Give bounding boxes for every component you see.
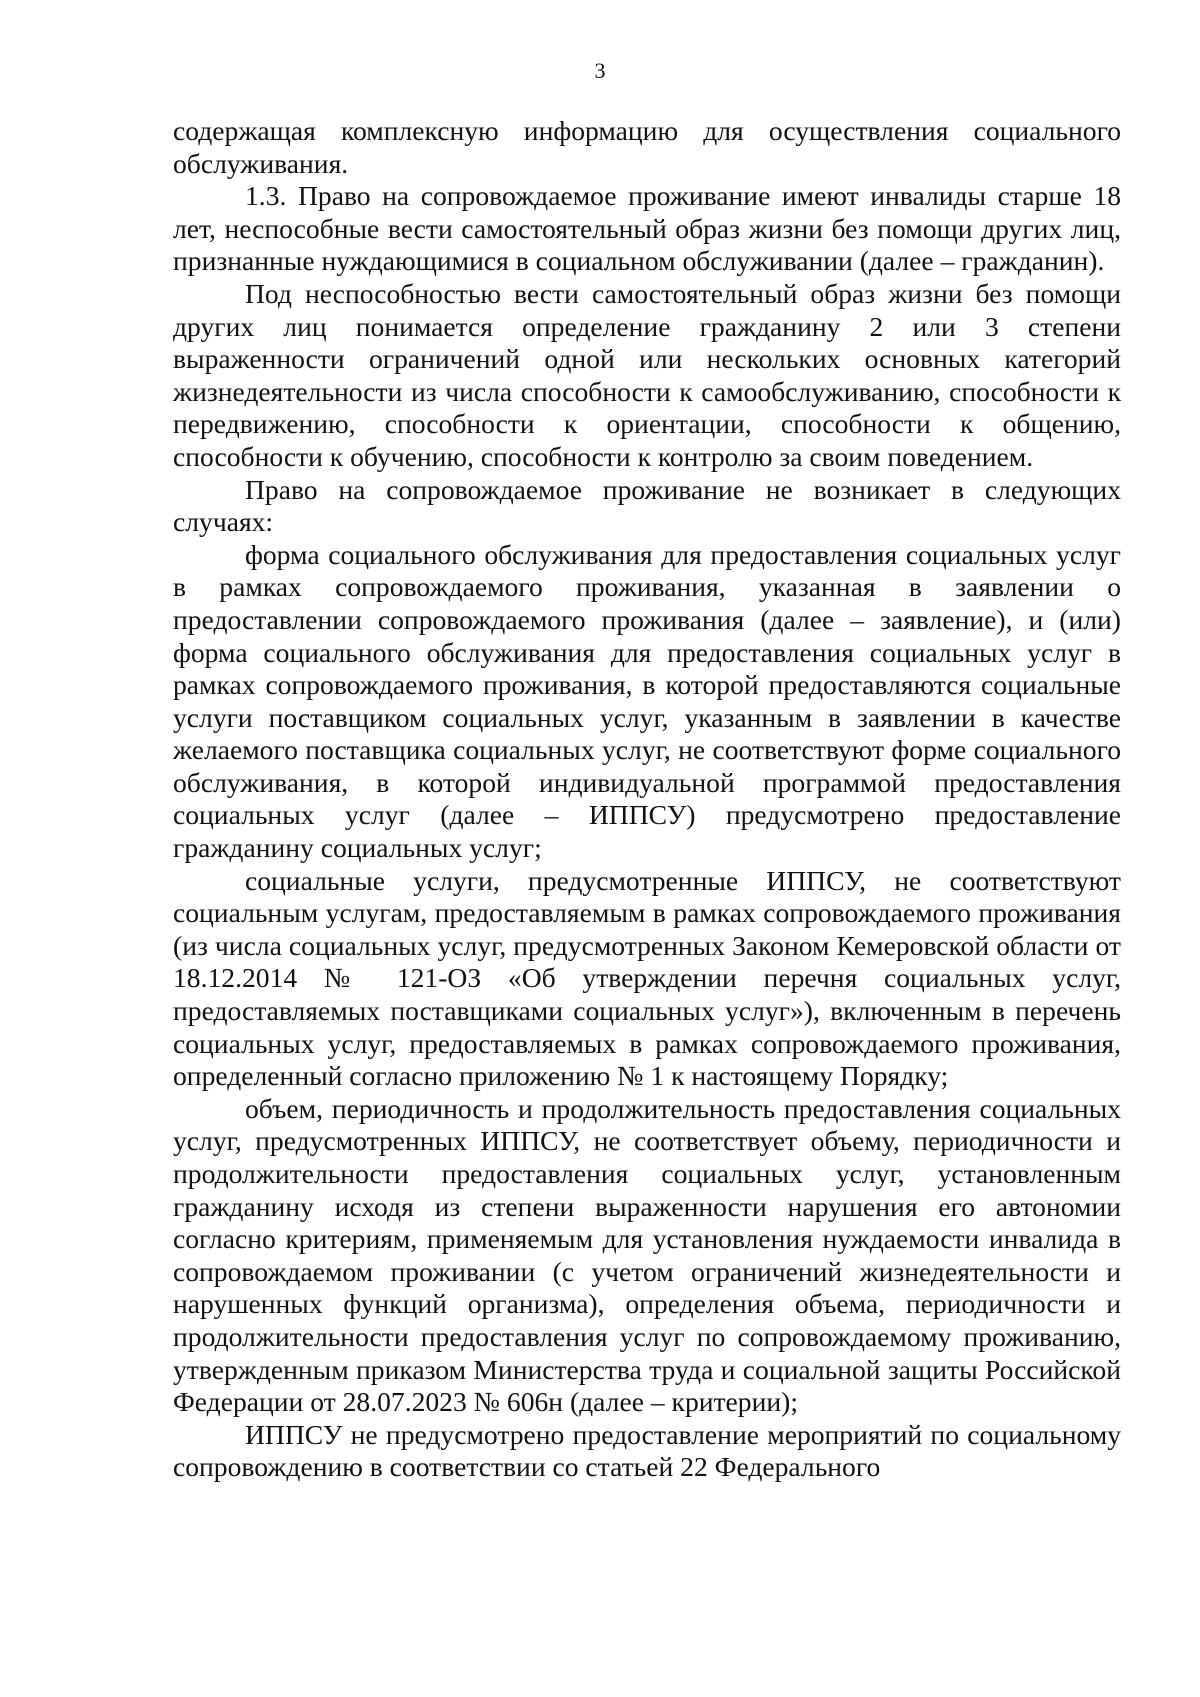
list-item-no-support-measures: ИППСУ не предусмотрено предоставление мероприятий по социальному сопровождению в соответствии со статьей 22 Федерального (173, 1418, 1121, 1483)
page-number: 3 (594, 58, 606, 83)
paragraph-inability-definition: Под неспособностью вести самостоятельный образ жизни без помощи других лиц понимается определение гражданину 2 или 3 степени выраженности ограничений одной или нескольких основных категорий жизнедеятельности из числа способности к самообслуживанию, способности к передвижению, способности к ориентации, способности к общению, способности к обучению, способности к контролю за своим поведением. (173, 277, 1121, 472)
list-item-form-mismatch: форма социального обслуживания для предоставления социальных услуг в рамках сопровождаемого проживания, указанная в заявлении о предоставлении сопровождаемого проживания (далее – заявление), и (или) форма социального обслуживания для предоставления социальных услуг в рамках сопровождаемого проживания, в которой предоставляются социальные услуги поставщиком социальных услуг, указанным в заявлении в качестве желаемого поставщика социальных услуг, не соответствуют форме социального обслуживания, в которой индивидуальной программой предоставления социальных услуг (далее – ИППСУ) предусмотрено предоставление гражданину социальных услуг; (173, 538, 1121, 864)
list-item-volume-mismatch: объем, периодичность и продолжительность предоставления социальных услуг, предусмотренных ИППСУ, не соответствует объему, периодичности и продолжительности предоставления социальных услуг, установленным гражданину исходя из степени выраженности нарушения его автономии согласно критериям, применяемым для установления нуждаемости инвалида в сопровождаемом проживании (с учетом ограничений жизнедеятельности и нарушенных функций организма), определения объема, периодичности и продолжительности предоставления услуг по сопровождаемому проживанию, утвержденным приказом Министерства труда и социальной защиты Российской Федерации от 28.07.2023 № 606н (далее – критерии); (173, 1092, 1121, 1418)
paragraph-no-right-cases: Право на сопровождаемое проживание не возникает в следующих случаях: (173, 473, 1121, 538)
document-body (173, 115, 1121, 1484)
paragraph-clause-1-3: 1.3. Право на сопровождаемое проживание имеют инвалиды старше 18 лет, неспособные вести самостоятельный образ жизни без помощи других лиц, признанные нуждающимися в социальном обслуживании (далее – гражданин). (173, 180, 1121, 277)
paragraph-continuation: содержащая комплексную информацию для осуществления социального обслуживания. (173, 115, 1121, 179)
list-item-services-mismatch: социальные услуги, предусмотренные ИППСУ, не соответствуют социальным услугам, предоставляемым в рамках сопровождаемого проживания (из числа социальных услуг, предусмотренных Законом Кемеровской области от 18.12.2014 № 121-ОЗ «Об утверждении перечня социальных услуг, предоставляемых поставщиками социальных услуг»), включенным в перечень социальных услуг, предоставляемых в рамках сопровождаемого проживания, определенный согласно приложению № 1 к настоящему Порядку; (173, 864, 1121, 1092)
